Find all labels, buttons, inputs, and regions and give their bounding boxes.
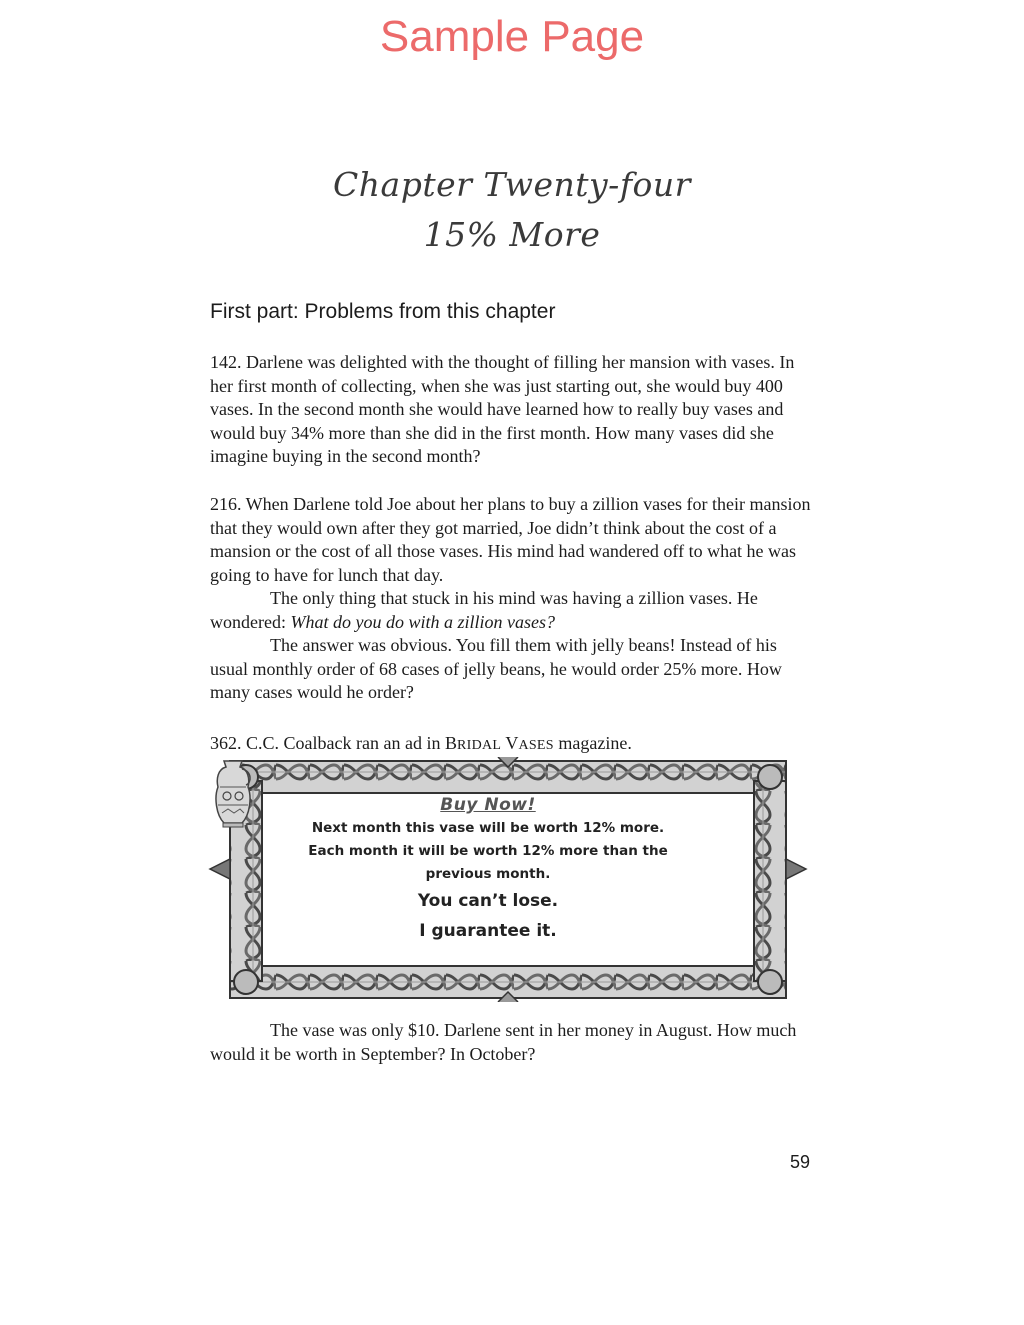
section-heading: First part: Problems from this chapter (210, 300, 556, 323)
problem-216-paragraph-2-text: The only thing that stuck in his mind was having a zillion vases. He wondered: (210, 588, 758, 632)
problem-216 (210, 493, 815, 705)
magazine-name-part1: RIDAL (456, 738, 502, 753)
ad-line-1: Next month this vase will be worth 12% more. (311, 820, 665, 836)
magazine-name-initial: V (501, 733, 519, 753)
problem-362-intro (210, 732, 815, 758)
chapter-title-line2: 15% More (423, 215, 601, 254)
vase-advertisement (208, 757, 808, 1002)
problem-362-intro-text: 362. C.C. Coalback ran an ad in B (210, 733, 457, 753)
problem-216-paragraph-3: The answer was obvious. You fill them with jelly beans! Instead of his usual monthly order of 68 cases of jelly beans, he would order 25% more. How many cases would he order? (210, 635, 782, 702)
page-number: 59 (790, 1152, 811, 1172)
vase-icon (208, 757, 258, 829)
ad-slogan-1: You can’t lose. (417, 891, 559, 911)
ad-line-2: Each month it will be worth 12% more than the (308, 843, 668, 859)
problem-216-italic-question: What do you do with a zillion vases? (290, 611, 555, 632)
magazine-name-part2: ASES (518, 738, 554, 753)
problem-216-paragraph-1: 216. When Darlene told Joe about her plans to buy a zillion vases for their mansion that they would own after they got married, Joe didn’t think about the cost of a mansion or the cost of all those vases. His mind had wandered off to what he was going to have for lunch that day. (210, 494, 811, 585)
chapter-title (0, 160, 1024, 260)
ad-headline: Buy Now! (440, 795, 536, 815)
sample-page-watermark: Sample Page (379, 12, 645, 61)
problem-362-followup (210, 1019, 815, 1066)
advertisement-text (298, 795, 678, 946)
problem-142: 142. Darlene was delighted with the thought of filling her mansion with vases. In her first month of collecting, when she was just starting out, she would buy 400 vases. In the second month she would have learned how to really buy vases and would buy 34% more than she did in the first month. How many vases did she imagine buying in the second month? (210, 352, 795, 466)
problem-216-paragraph-2 (210, 587, 815, 634)
chapter-title-line1: Chapter Twenty-four (333, 165, 691, 204)
ad-slogan-2: I guarantee it. (419, 921, 557, 941)
problem-362-intro-end: magazine. (553, 733, 632, 753)
ad-line-3: previous month. (425, 866, 551, 882)
problem-362-followup-text: The vase was only $10. Darlene sent in her money in August. How much would it be worth in September? In October? (210, 1020, 797, 1064)
